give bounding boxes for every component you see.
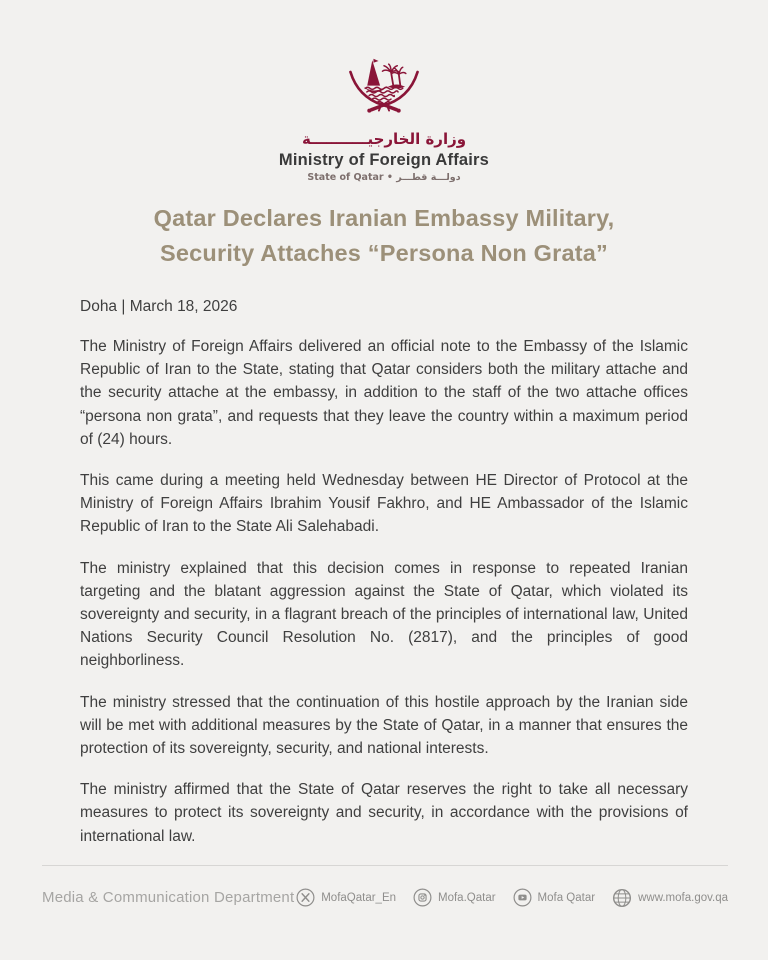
paragraph-4: The ministry stressed that the continuation of this hostile approach by the Iranian side will be met with additional measures by the State of Qatar, in a manner that ensures the protection of its sovereignty, security, and national interests. xyxy=(80,693,688,758)
department-label: Media & Communication Department xyxy=(42,889,295,907)
mofa-header xyxy=(0,0,768,185)
youtube-icon xyxy=(513,888,532,907)
social-links xyxy=(296,888,728,908)
social-handle-youtube: Mofa Qatar xyxy=(537,891,596,904)
globe-icon xyxy=(612,888,632,908)
x-twitter-icon xyxy=(296,888,315,907)
statement-body xyxy=(80,335,688,848)
ministry-name-english: Ministry of Foreign Affairs xyxy=(278,151,490,169)
social-link-youtube[interactable] xyxy=(513,888,596,907)
paragraph-1: The Ministry of Foreign Affairs delivered an official note to the Embassy of the Islamic Republic of Iran to the State, stating that Qatar considers both the military attache and the security attache at the embassy, in addition to the staff of the two attache offices “persona non grata”, and requests that they leave the country within a maximum period of (24) hours. xyxy=(80,338,688,448)
dateline: Doha | March 18, 2026 xyxy=(80,298,238,315)
qatar-mofa-emblem-icon xyxy=(345,50,423,122)
social-link-website[interactable] xyxy=(612,888,728,908)
footer-divider xyxy=(42,865,728,866)
footer xyxy=(0,888,768,908)
instagram-icon xyxy=(413,888,432,907)
paragraph-5: The ministry affirmed that the State of Qatar reserves the right to take all necessary measures to protect its sovereignty and security, in accordance with the provisions of international law. xyxy=(80,781,688,845)
social-link-x-twitter[interactable] xyxy=(296,888,396,907)
statement-title xyxy=(0,201,768,271)
website-url: www.mofa.gov.qa xyxy=(638,891,728,904)
paragraph-3: The ministry explained that this decision comes in response to repeated Iranian targeting and the blatant aggression against the State of Qatar, which violated its sovereignty and security, in a flagrant breach of the principles of international law, United Nations Security Council Resolution No. (2817), and the principles of good neighborliness. xyxy=(80,559,688,670)
paragraph-2: This came during a meeting held Wednesday between HE Director of Protocol at the Ministry of Foreign Affairs Ibrahim Yousif Fakhro, and HE Ambassador of the Islamic Republic of Iran to the State Ali Salehabadi. xyxy=(80,472,688,536)
statement-title-line2: Security Attaches “Persona Non Grata” xyxy=(160,240,608,266)
social-handle-x: MofaQatar_En xyxy=(321,891,397,904)
social-handle-instagram: Mofa.Qatar xyxy=(438,891,496,904)
social-link-instagram[interactable] xyxy=(413,888,496,907)
state-of-qatar-line: State of Qatar • دولـــة قطـــر xyxy=(307,172,461,183)
statement-title-line1: Qatar Declares Iranian Embassy Military, xyxy=(153,205,615,231)
ministry-name-arabic: وزارة الخارجيـــــــــــة xyxy=(301,130,467,148)
